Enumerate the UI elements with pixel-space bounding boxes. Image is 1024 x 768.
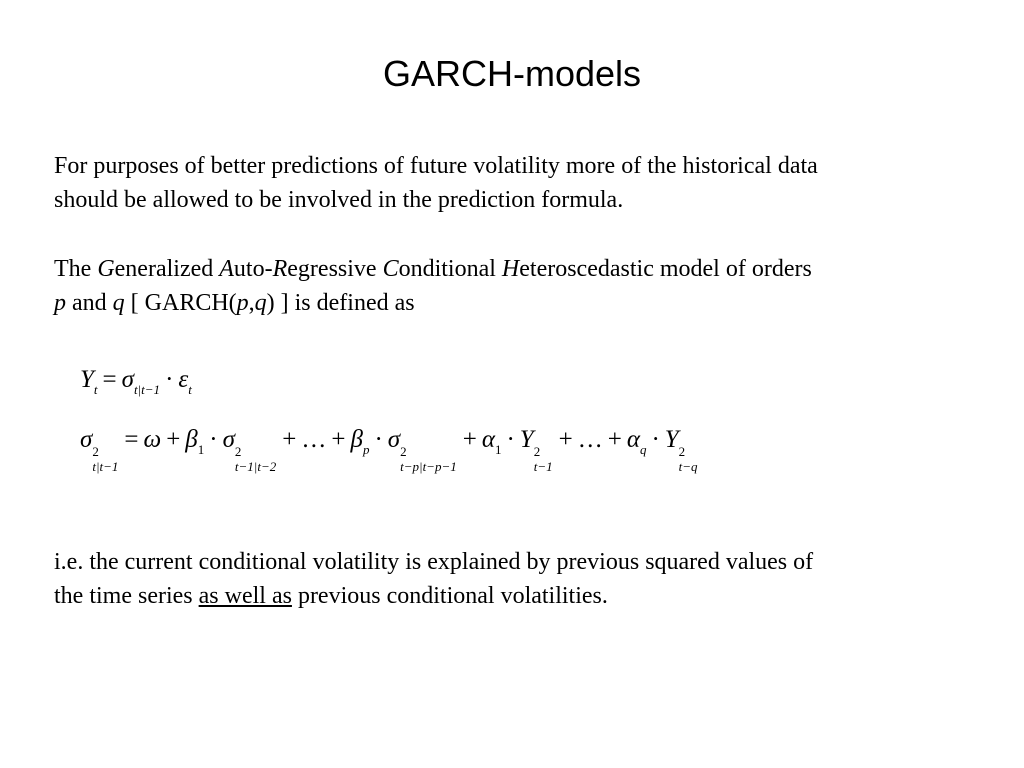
eq2-dot-4: · <box>651 426 660 453</box>
intro-line-2: should be allowed to be involved in the prediction formula. <box>54 187 624 213</box>
def-text-uto: uto- <box>233 256 273 282</box>
eq2-sigma-p-sup: 2 <box>400 444 407 459</box>
eq2-plus-2: + <box>282 426 297 453</box>
eq1-sigma-sub: t|t−1 <box>133 382 161 397</box>
eq2-alpha-q: α <box>626 426 640 453</box>
def-var-q2: q <box>254 290 267 316</box>
eq2-ellipsis-1: … <box>301 426 327 453</box>
conclusion-underlined-phrase: as well as <box>198 583 292 609</box>
eq2-lhs-sub: t|t−1 <box>92 459 119 474</box>
eq2-dot-3: · <box>506 426 515 453</box>
eq2-y-q: Y <box>664 426 679 453</box>
eq2-y-1: Y <box>519 426 534 453</box>
eq2-y-q-sup: 2 <box>678 444 686 459</box>
def-var-p: p <box>54 290 66 316</box>
def-text-garch-close: ) ] is defined as <box>266 290 415 316</box>
eq2-lhs-sigma: σ <box>80 426 93 453</box>
eq1-epsilon-sub: t <box>188 382 192 397</box>
eq1-epsilon: ε <box>178 366 189 393</box>
definition-paragraph <box>54 252 974 320</box>
eq2-y-q-sub: t−q <box>678 459 698 474</box>
eq2-y-1-sub: t−1 <box>533 459 553 474</box>
eq1-dot: · <box>165 366 174 393</box>
eq2-y-1-sup: 2 <box>533 444 541 459</box>
eq2-sigma-1-sup: 2 <box>234 444 242 459</box>
eq2-sigma-p-sub: t−p|t−p−1 <box>400 459 457 474</box>
equation-variance <box>80 426 699 474</box>
eq2-plus-4: + <box>462 426 477 453</box>
eq2-sigma-1-indices <box>235 444 276 474</box>
eq2-y-1-indices <box>534 444 553 474</box>
eq2-sigma-p: σ <box>387 426 401 453</box>
intro-paragraph <box>54 149 974 217</box>
def-letter-c: C <box>382 256 399 282</box>
eq2-alpha-q-sub: q <box>639 442 647 457</box>
conclusion-paragraph <box>54 545 974 613</box>
eq2-beta-1-sub: 1 <box>197 442 205 457</box>
eq2-plus-6: + <box>607 426 622 453</box>
eq2-dot-2: · <box>374 426 383 453</box>
eq2-lhs-sup: 2 <box>92 444 99 459</box>
def-var-q: q <box>112 290 125 316</box>
eq2-alpha-1-sub: 1 <box>494 442 502 457</box>
conclusion-text-pre: the time series <box>54 583 199 609</box>
eq2-equals: = <box>124 426 139 453</box>
eq1-y: Y <box>80 366 94 393</box>
def-text-garch-open: [ GARCH( <box>124 290 237 316</box>
def-var-p2: p <box>236 290 249 316</box>
def-text-and: and <box>66 290 113 316</box>
eq2-sigma-p-indices <box>400 444 457 474</box>
conclusion-line-1: i.e. the current conditional volatility is explained by previous squared values of <box>54 549 814 575</box>
equation-observation <box>80 366 192 397</box>
eq2-y-q-indices <box>679 444 698 474</box>
eq2-omega: ω <box>143 426 162 453</box>
eq2-plus-3: + <box>331 426 346 453</box>
def-text-onditional: onditional <box>398 256 502 282</box>
def-text-eneralized: eneralized <box>114 256 220 282</box>
eq2-lhs-indices <box>92 444 118 474</box>
eq2-sigma-1-sub: t−1|t−2 <box>234 459 277 474</box>
def-text-the: The <box>54 256 98 282</box>
eq2-beta-1: β <box>185 426 198 453</box>
eq1-y-sub: t <box>93 382 98 397</box>
eq2-dot-1: · <box>209 426 218 453</box>
def-letter-h: H <box>501 256 520 282</box>
def-text-egressive: egressive <box>287 256 383 282</box>
eq2-plus-1: + <box>166 426 181 453</box>
eq2-alpha-1: α <box>481 426 495 453</box>
eq1-equals: = <box>102 366 117 393</box>
def-letter-a: A <box>219 256 234 282</box>
def-text-eteroscedastic: eteroscedastic model of orders <box>519 256 812 282</box>
eq1-sigma: σ <box>121 366 134 393</box>
eq2-beta-p: β <box>350 426 363 453</box>
def-text-comma: , <box>248 290 255 316</box>
intro-line-1: For purposes of better predictions of future volatility more of the historical data <box>54 153 818 179</box>
eq2-plus-5: + <box>558 426 573 453</box>
conclusion-text-post: previous conditional volatilities. <box>291 583 608 609</box>
slide-title: GARCH-models <box>382 53 642 94</box>
def-letter-g: G <box>97 256 115 282</box>
eq2-ellipsis-2: … <box>577 426 603 453</box>
eq2-beta-p-sub: p <box>362 442 370 457</box>
eq2-sigma-1: σ <box>222 426 235 453</box>
def-letter-r: R <box>272 256 288 282</box>
